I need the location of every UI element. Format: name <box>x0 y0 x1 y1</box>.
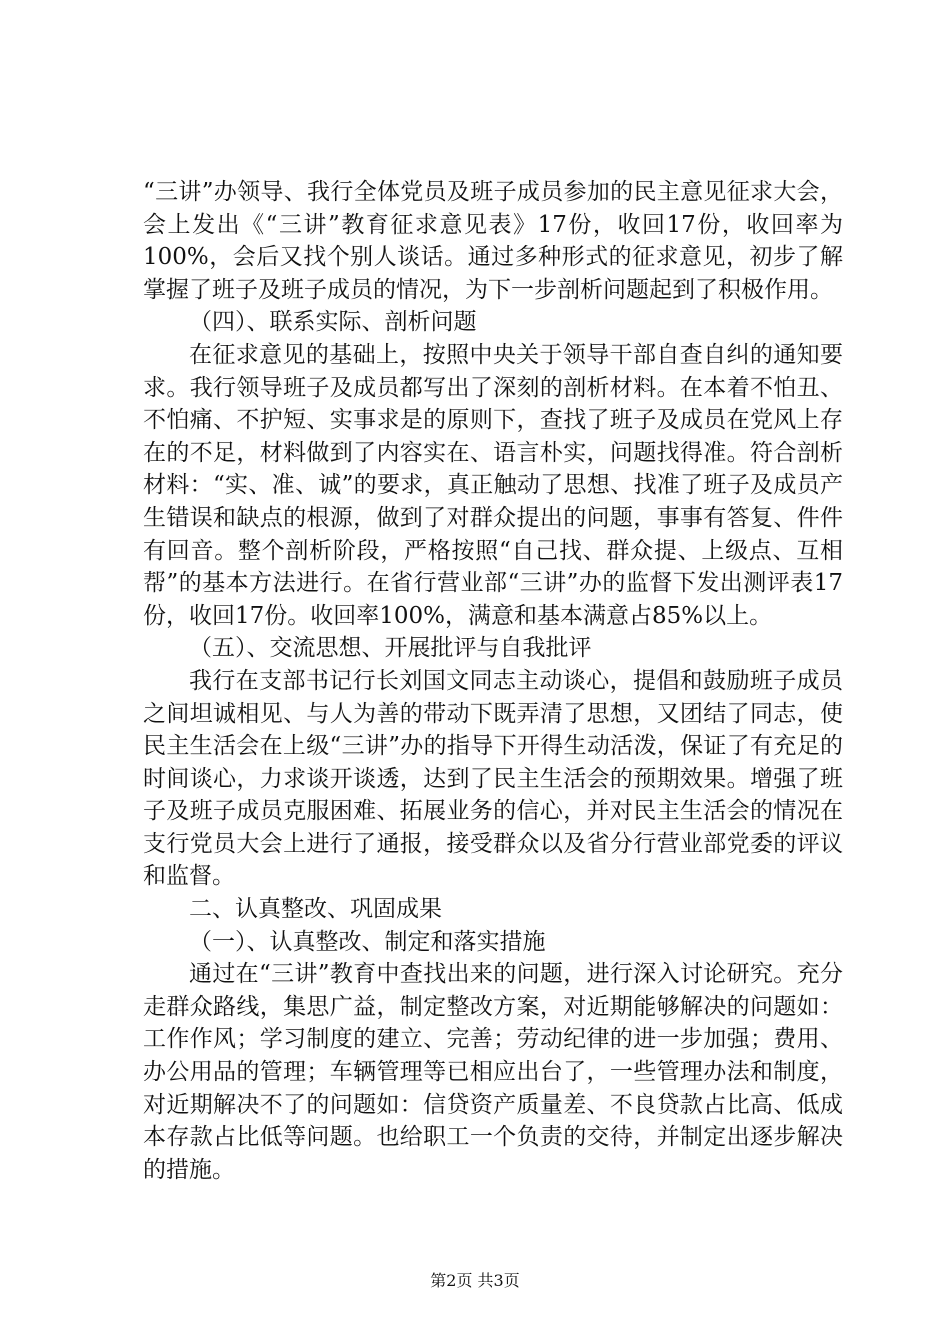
page-footer: 第2页 共3页 <box>430 1271 520 1290</box>
paragraph-analysis: 在征求意见的基础上，按照中央关于领导干部自查自纠的通知要求。我行领导班子及成员都写出了深刻的剖析材料。在本着不怕丑、不怕痛、不护短、实事求是的原则下，查找了班子及成员在党风上存在的不足，材料做到了内容实在、语言朴实，问题找得准。符合剖析材料：“实、准、诚”的要求，真正触动了思想、找准了班子及成员产生错误和缺点的根源，做到了对群众提出的问题，事事有答复、件件有回音。整个剖析阶段，严格按照“自己找、群众提、上级点、互相帮”的基本方法进行。在省行营业部“三讲”办的监督下发出测评表17份，收回17份。收回率100%，满意和基本满意占85%以上。 <box>143 341 843 629</box>
document-body <box>143 176 843 1186</box>
paragraph-rectification: 通过在“三讲”教育中查找出来的问题，进行深入讨论研究。充分走群众路线，集思广益，制定整改方案，对近期能够解决的问题如：工作作风；学习制度的建立、完善；劳动纪律的进一步加强；费用、办公用品的管理；车辆管理等已相应出台了，一些管理办法和制度，对近期解决不了的问题如：信贷资产质量差、不良贷款占比高、低成本存款占比低等问题。也给职工一个负责的交待，并制定出逐步解决的措施。 <box>143 961 843 1183</box>
subsection-heading-1: （一）、认真整改、制定和落实措施 <box>189 928 546 955</box>
section-heading-4: （四）、联系实际、剖析问题 <box>189 309 477 336</box>
paragraph-exchange: 我行在支部书记行长刘国文同志主动谈心，提倡和鼓励班子成员之间坦诚相见、与人为善的带动下既弄清了思想，又团结了同志，使民主生活会在上级“三讲”办的指导下开得生动活泼，保证了有充足的时间谈心，力求谈开谈透，达到了民主生活会的预期效果。增强了班子及班子成员克服困难、拓展业务的信心，并对民主生活会的情况在支行党员大会上进行了通报，接受群众以及省分行营业部党委的评议和监督。 <box>143 667 843 890</box>
section-heading-5: （五）、交流思想、开展批评与自我批评 <box>189 635 592 662</box>
section-heading-2: 二、认真整改、巩固成果 <box>189 896 442 923</box>
paragraph-continuation: “三讲”办领导、我行全体党员及班子成员参加的民主意见征求大会，会上发出《“三讲”教育征求意见表》17份，收回17份，收回率为100%，会后又找个别人谈话。通过多种形式的征求意见，初步了解掌握了班子及班子成员的情况，为下一步剖析问题起到了积极作用。 <box>143 179 843 303</box>
